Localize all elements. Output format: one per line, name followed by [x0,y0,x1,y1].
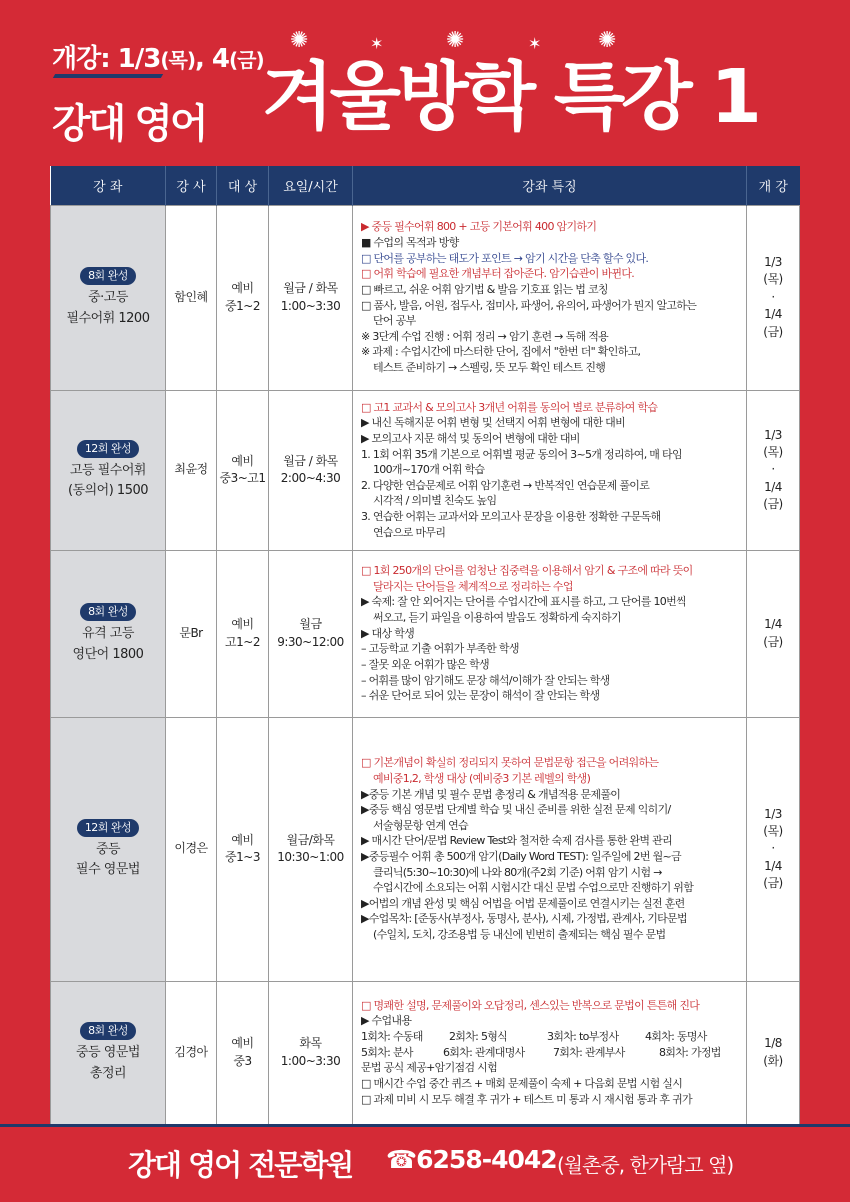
feature-line: ▶ 대상 학생 [361,626,415,640]
column-header-teacher: 강 사 [166,166,217,205]
footer-divider [0,1124,850,1127]
feature-line: 1. 1회 어휘 35개 기본으로 어휘별 평균 동의어 3~5개 정리하여, 매 타임 [361,447,682,461]
course-cell [51,205,166,390]
feature-line: □ 매시간 수업 중간 퀴즈 + 매회 문제풀이 숙제 + 다음회 문법 시험 실시 [361,1076,683,1090]
column-header-start: 개 강 [747,166,800,205]
snowflake-icon: ✶ [528,34,542,53]
poster-footer [0,1124,850,1202]
column-header-schedule: 요일/시간 [269,166,353,205]
features-cell [353,550,747,717]
course-name-line2: 필수 영문법 [76,862,140,877]
target-cell: 예비 중1~2 [217,205,269,390]
table-row [51,205,800,390]
feature-line: 100개~170개 어휘 학습 [373,463,485,477]
firework-icon: ✺ [290,28,309,53]
feature-line: – 어휘를 많이 암기해도 문장 해석/이해가 잘 안되는 학생 [361,673,610,687]
lesson-list-line: 5회차: 분사 6회차: 관계대명사 7회차: 관계부사 8회차: 가정법 [361,1045,721,1059]
feature-line: ■ 수업의 목적과 방향 [361,236,459,250]
column-header-features: 강좌 특징 [353,166,747,205]
lesson-list-line: 1회차: 수동태 2회차: 5형식 3회차: to부정사 4회차: 동명사 [361,1030,707,1044]
feature-line: □ 기본개념이 확실히 정리되지 못하여 문법문항 접근을 어려워하는 [361,756,659,770]
start-date-cell: 1/4 (금) [747,550,800,717]
feature-line: ※ 3단계 수업 진행 : 어휘 정리 → 암기 훈련 → 독해 적용 [361,329,609,343]
course-name-line2: 총정리 [89,1065,127,1081]
session-badge: 8회 완성 [80,1022,136,1040]
feature-line: 시각적 / 의미별 친숙도 높임 [373,494,497,508]
target-cell: 예비 고1~2 [217,550,269,717]
academy-name: 강대 영어 전문학원 [128,1148,353,1182]
feature-line: ▶ 수업내용 [361,1014,412,1028]
firework-icon: ✺ [446,28,465,53]
feature-line: □ 품사, 발음, 어원, 접두사, 접미사, 파생어, 유의어, 파생어가 뭔지 알고하는 [361,298,697,312]
feature-line: ▶ 숙제: 잘 안 외어지는 단어를 수업시간에 표시를 하고, 그 단어를 10번씩 [361,595,686,609]
feature-line: □ 1회 250개의 단어를 엄청난 집중력을 이용해서 암기 & 구조에 따라 뜻이 [361,564,693,578]
location-note: (월촌중, 한가람고 옆) [557,1153,734,1177]
feature-line: 2. 다양한 연습문제로 어휘 암기훈련 → 반복적인 연습문제 풀이로 [361,478,650,492]
poster-header [0,0,850,168]
feature-line: ▶중등 핵심 영문법 단계별 학습 및 내신 준비를 위한 실전 문제 익히기/ [361,803,671,817]
table-header-row [51,166,800,205]
table-row [51,717,800,981]
phone-number[interactable]: ☎6258-4042 [386,1145,557,1174]
features-cell [353,390,747,550]
teacher-cell: 이경은 [166,717,217,981]
course-name-line1: 유격 고등 [82,626,134,642]
feature-line: □ 빠르고, 쉬운 어휘 암기법 & 발음 기호표 읽는 법 코칭 [361,282,608,296]
session-badge: 12회 완성 [77,819,139,837]
course-name-line1: 중등 영문법 [76,1045,140,1061]
feature-line: ▶어법의 개념 완성 및 핵심 어법을 어법 문제풀이로 연결시키는 실전 훈련 [361,896,685,910]
start-date-cell: 1/3 (목) · 1/4 (금) [747,390,800,550]
feature-line: 달라지는 단어들을 체계적으로 정리하는 수업 [373,579,573,593]
features-cell [353,981,747,1124]
course-name-line1: 중·고등 [88,290,128,306]
schedule-cell: 화목 1:00~3:30 [269,981,353,1124]
session-badge: 8회 완성 [80,603,136,621]
feature-line: – 고등학교 기출 어휘가 부족한 학생 [361,642,519,656]
course-cell [51,390,166,550]
features-cell [353,205,747,390]
course-cell [51,717,166,981]
course-name-line1: 중등 [95,841,121,857]
feature-line: ▶중등필수 어휘 총 500개 암기(Daily Word TEST): 일주일에 2번 월~금 [361,850,681,863]
features-cell [353,717,747,981]
course-name-line2: 필수어휘 1200 [66,310,150,326]
table-row [51,550,800,717]
feature-line: □ 단어를 공부하는 태도가 포인트 → 암기 시간을 단축 할수 있다. [361,251,649,265]
feature-line: □ 명쾌한 설명, 문제풀이와 오답정리, 센스있는 반복으로 문법이 튼튼해 진다 [361,998,700,1012]
table-row [51,390,800,550]
course-name-line2: (동의어) 1500 [67,483,149,498]
feature-line: 단어 공부 [373,314,416,328]
course-cell [51,550,166,717]
feature-line: – 잘못 외운 어휘가 많은 학생 [361,657,489,671]
schedule-cell: 월금 9:30~12:00 [269,550,353,717]
target-cell: 예비 중1~3 [217,717,269,981]
course-name-line2: 영단어 1800 [72,646,144,662]
teacher-cell: 함인혜 [166,205,217,390]
feature-line: 써오고, 듣기 파일을 이용하여 발음도 정확하게 숙지하기 [373,611,621,625]
poster-subtitle: 강대 영어 [52,101,206,147]
course-cell [51,981,166,1124]
feature-line: 테스트 준비하기 → 스펠링, 뜻 모두 확인 테스트 진행 [373,360,606,374]
column-header-target: 대 상 [217,166,269,205]
start-date-cell: 1/3 (목) · 1/4 (금) [747,205,800,390]
teacher-cell: 최윤정 [166,390,217,550]
teacher-cell: 문Br [166,550,217,717]
feature-line: ▶중등 기본 개념 및 필수 문법 총정리 & 개념적용 문제풀이 [361,787,621,801]
feature-line: ▶ 중등 필수어휘 800 + 고등 기본어휘 400 암기하기 [361,220,597,234]
feature-line: ▶ 내신 독해지문 어휘 변형 및 선택지 어휘 변형에 대한 대비 [361,416,626,430]
course-name-line1: 고등 필수어휘 [70,462,146,478]
feature-line: (수일치, 도치, 강조용법 등 내신에 빈번히 출제되는 핵심 필수 문법 [373,928,666,942]
teacher-cell: 김경아 [166,981,217,1124]
feature-line: 연습으로 마무리 [373,525,446,539]
target-cell: 예비 중3 [217,981,269,1124]
feature-line: 문법 공식 제공+암기점검 시험 [361,1061,498,1075]
column-header-course: 강 좌 [51,166,166,205]
feature-line: □ 고1 교과서 & 모의고사 3개년 어휘를 동의어 별로 분류하여 학습 [361,400,658,414]
feature-line: ▶ 매시간 단어/문법 Review Test와 철저한 숙제 검사를 통한 완벽 관리 [361,834,673,848]
feature-line: ▶수업목차: [준동사(부정사, 동명사, 분사), 시제, 가정법, 관계사, 기타문법 [361,912,687,926]
feature-line: 수업시간에 소요되는 어휘 시험시간 대신 문법 수업으로만 진행하기 위함 [373,881,694,895]
feature-line: □ 어휘 학습에 필요한 개념부터 잡아준다. 암기습관이 바뀐다. [361,267,635,281]
start-date-cell: 1/8 (화) [747,981,800,1124]
snowflake-icon: ✶ [370,34,384,53]
schedule-cell: 월금 / 화목 2:00~4:30 [269,390,353,550]
feature-line: ▶ 모의고사 지문 해석 및 동의어 변형에 대한 대비 [361,431,580,445]
firework-icon: ✺ [598,28,617,53]
course-table [50,166,800,1125]
feature-line: 클리닉(5:30~10:30)에 나와 80개(주2회 기준) 어휘 암기 시험 → [373,865,662,879]
session-badge: 12회 완성 [77,440,139,458]
table-row [51,981,800,1124]
session-badge: 8회 완성 [80,267,136,285]
schedule-cell: 월금 / 화목 1:00~3:30 [269,205,353,390]
schedule-cell: 월금/화목 10:30~1:00 [269,717,353,981]
poster-title: 겨울방학 특강 1 [262,54,758,140]
feature-line: 3. 연습한 어휘는 교과서와 모의고사 문장을 이용한 정확한 구문독해 [361,510,661,524]
open-date-underline [53,74,163,78]
target-cell: 예비 중3~고1 [217,390,269,550]
feature-line: ※ 과제 : 수업시간에 마스터한 단어, 집에서 "한번 더" 확인하고, [361,345,641,359]
start-date-cell: 1/3 (목) · 1/4 (금) [747,717,800,981]
feature-line: – 쉬운 단어로 되어 있는 문장이 해석이 잘 안되는 학생 [361,689,600,703]
open-date: 개강: 1/3(목), 4(금) [52,44,264,74]
feature-line: □ 과제 미비 시 모두 해결 후 귀가 + 테스트 미 통과 시 재시험 통과 후 귀가 [361,1092,692,1106]
feature-line: 예비중1,2, 학생 대상 (예비중3 기본 레벨의 학생) [373,771,591,785]
feature-line: 서술형문항 연계 연습 [373,818,468,832]
